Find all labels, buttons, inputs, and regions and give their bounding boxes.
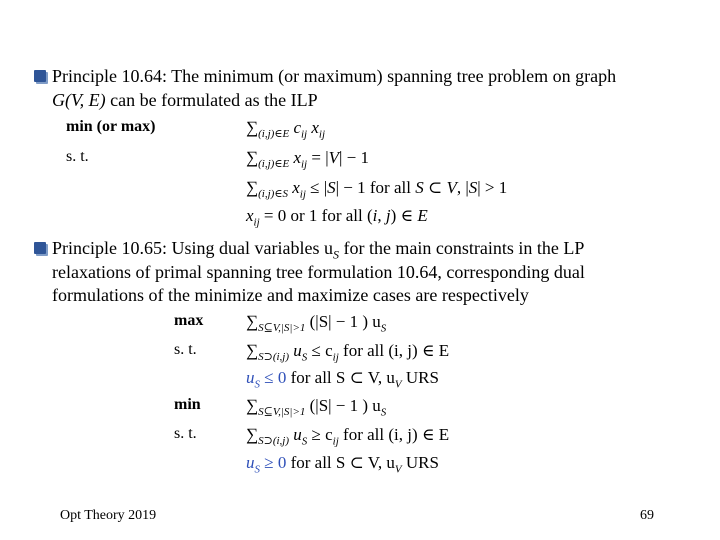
ilp-constraint-binary: $x_{ij} = 0$ or 1 for all (i, j) ∈ E	[246, 206, 428, 229]
slide-number: 69	[640, 508, 654, 523]
dual-min-st-label: s. t.	[174, 425, 197, 442]
ilp-objective: $\sum_{(i,j)\in E}$ $c_{ij}$ $x_{ij}$	[246, 118, 326, 141]
footer-course-label: Opt Theory 2019	[60, 508, 157, 523]
dual-max-objective: $\sum_{S⊆V,|S|>1}$ (|S| − 1 ) $u_S$	[246, 312, 387, 335]
dual-max-constraint-1: $\sum_{S⊃(i,j)}$ $u_S \le c_{ij}$ for all (i, j) ∈ E	[246, 341, 450, 364]
dual-max-label: max	[174, 312, 204, 329]
principle-2-line-3: formulations of the minimize and maximize cases are respectively	[52, 285, 529, 305]
principle-2-line-1: Principle 10.65: Using dual variables $u_S$ for the main constraints in the LP	[52, 238, 585, 262]
dual-min-constraint-1: $\sum_{S⊃(i,j)}$ $u_S \ge c_{ij}$ for all (i, j) ∈ E	[246, 425, 450, 448]
bullet-icon	[34, 242, 46, 254]
ilp-constraint-subtour: $\sum_{(i,j)\in S}$ $x_{ij} \le |S| - 1$ for all S ⊂ V, |S| > 1	[246, 178, 508, 201]
ilp-constraint-edges: $\sum_{(i,j)\in E}$ $x_{ij} = |V| - 1$	[246, 148, 369, 171]
graph-notation: G(V, E)	[52, 90, 106, 110]
ilp-objective-label: min (or max)	[66, 118, 156, 135]
principle-1-line-1: Principle 10.64: The minimum (or maximum) spanning tree problem on graph	[52, 66, 617, 86]
dual-max-st-label: s. t.	[174, 341, 197, 358]
dual-min-label: min	[174, 396, 201, 413]
dual-min-constraint-2: $u_S \ge 0$ for all S ⊂ V, $u_V$ URS	[246, 453, 439, 476]
dual-max-constraint-2: $u_S \le 0$ for all S ⊂ V, $u_V$ URS	[246, 368, 439, 391]
principle-1-line-2-text: can be formulated as the ILP	[105, 90, 318, 110]
dual-min-objective: $\sum_{S⊆V,|S|>1}$ (|S| − 1 ) $u_S$	[246, 396, 387, 419]
principle-1-line-2	[52, 89, 318, 111]
bullet-icon	[34, 70, 46, 82]
principle-2-line-2: relaxations of primal spanning tree formulation 10.64, corresponding dual	[52, 262, 585, 282]
ilp-st-label: s. t.	[66, 148, 89, 165]
